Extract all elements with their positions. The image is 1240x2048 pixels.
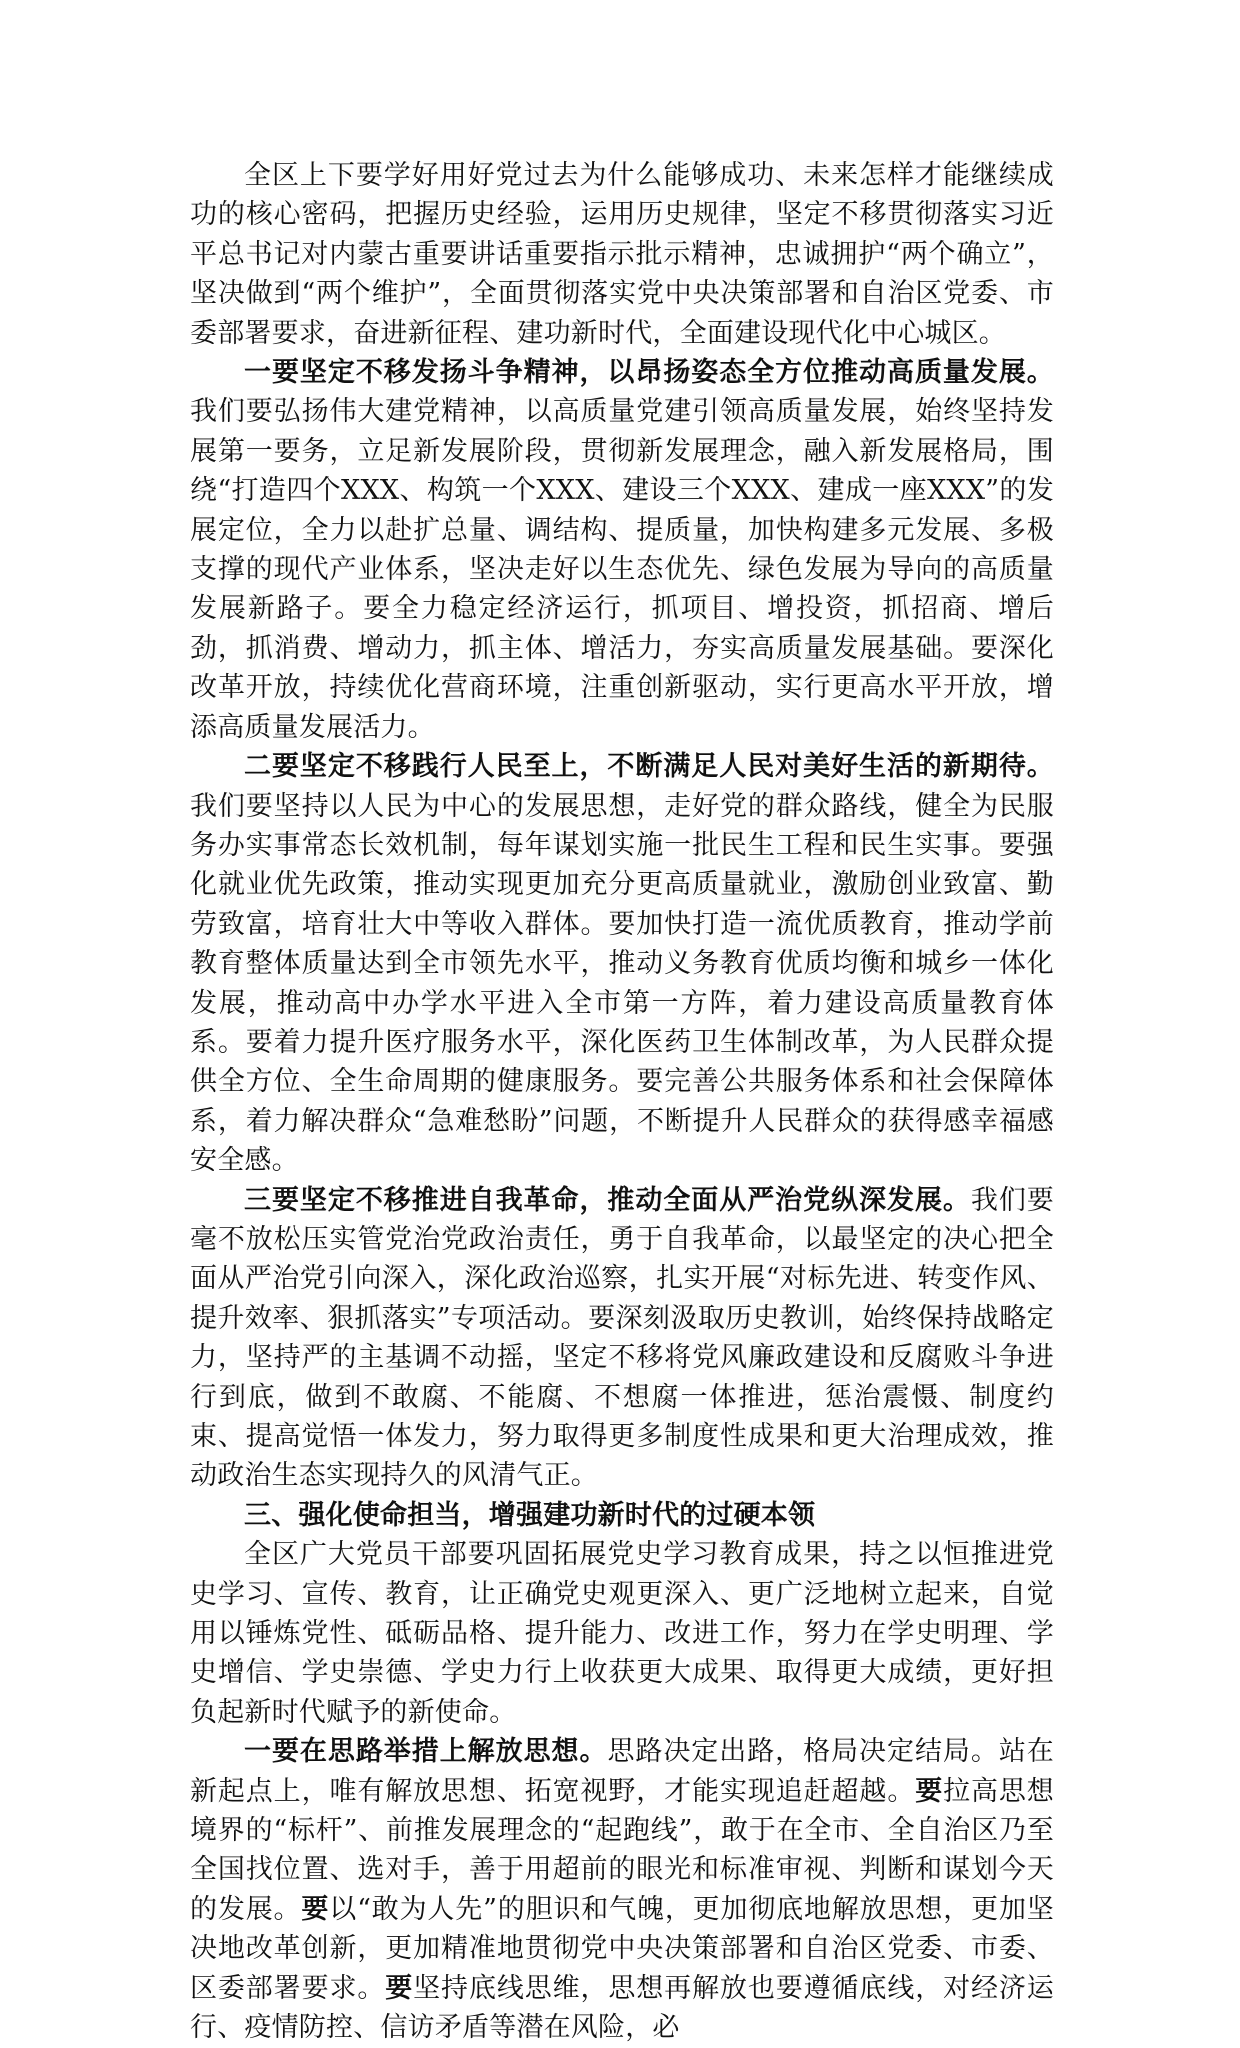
paragraph-text: 全区广大党员干部要巩固拓展党史学习教育成果，持之以恒推进党史学习、宣传、教育，让正确党史观更深入、更广泛地树立起来，自觉用以锤炼党性、砥砺品格、提升能力、改进工作，努力在学史明理、学史增信、学史崇德、学史力行上收获更大成果、取得更大成绩，更好担负起新时代赋予的新使命。 [190,1539,1054,1728]
section-heading-text: 三、强化使命担当，增强建功新时代的过硬本领 [244,1499,816,1531]
paragraph-text: 我们要坚持以人民为中心的发展思想，走好党的群众路线，健全为民服务办实事常态长效机制，每年谋划实施一批民生工程和民生实事。要强化就业优先政策，推动实现更加充分更高质量就业，激励创业致富、勤劳致富，培育壮大中等收入群体。要加快打造一流优质教育，推动学前教育整体质量达到全市领先水平，推动义务教育优质均衡和城乡一体化发展，推动高中办学水平进入全市第一方阵，着力建设高质量教育体系。要着力提升医疗服务水平，深化医药卫生体制改革，为人民群众提供全方位、全生命周期的健康服务。要完善公共服务体系和社会保障体系，着力解决群众“急难愁盼”问题，不断提升人民群众的获得感幸福感安全感。 [190,790,1054,1177]
paragraph-text: 我们要毫不放松压实管党治党政治责任，勇于自我革命，以最坚定的决心把全面从严治党引向深入，深化政治巡察，扎实开展“对标先进、转变作风、提升效率、狠抓落实”专项活动。要深刻汲取历史教训，始终保持战略定力，坚持严的主基调不动摇，坚定不移将党风廉政建设和反腐败斗争进行到底，做到不敢腐、不能腐、不想腐一体推进，惩治震慑、制度约束、提高觉悟一体发力，努力取得更多制度性成果和更大治理成效，推动政治生态实现持久的风清气正。 [190,1184,1054,1492]
paragraph-lead: 一要在思路举措上解放思想。 [244,1736,608,1768]
paragraph-lead: 三要坚定不移推进自我革命，推动全面从严治党纵深发展。 [244,1184,971,1216]
paragraph-text: 坚持底线思维，思想再解放也要遵循底线，对经济运行、疫情防控、信访矛盾等潜在风险，必 [190,1972,1054,2044]
emphasis-keyword: 要 [301,1893,330,1925]
paragraph-text: 以“敢为人先”的胆识和气魄，更加彻底地解放思想，更加坚决地改革创新，更加精准地贯彻党中央决策部署和自治区党委、市委、区委部署要求。 [190,1893,1055,2004]
paragraph-lead: 一要坚定不移发扬斗争精神，以昂扬姿态全方位推动高质量发展。 [244,357,1054,389]
paragraph-text: 拉高思想境界的“标杆”、前推发展理念的“起跑线”，敢于在全市、全自治区乃至全国找位置、选对手，善于用超前的眼光和标准审视、判断和谋划今天的发展。 [190,1775,1055,1925]
document-body [190,156,1054,2048]
paragraph-lead: 二要坚定不移践行人民至上，不断满足人民对美好生活的新期待。 [244,751,1054,783]
section-heading [190,1496,1054,1535]
paragraph-text: 我们要弘扬伟大建党精神，以高质量党建引领高质量发展，始终坚持发展第一要务，立足新发展阶段，贯彻新发展理念，融入新发展格局，围绕“打造四个XXX、构筑一个XXX、建设三个XXX、建成一座XXX”的发展定位，全力以赴扩总量、调结构、提质量，加快构建多元发展、多极支撑的现代产业体系，坚决走好以生态优先、绿色发展为导向的高质量发展新路子。要全力稳定经济运行，抓项目、增投资，抓招商、增后劲，抓消费、增动力，抓主体、增活力，夯实高质量发展基础。要深化改革开放，持续优化营商环境，注重创新驱动，实行更高水平开放，增添高质量发展活力。 [190,396,1054,743]
emphasis-keyword: 要 [385,1972,414,2004]
paragraph-text: 全区上下要学好用好党过去为什么能够成功、未来怎样才能继续成功的核心密码，把握历史经验，运用历史规律，坚定不移贯彻落实习近平总书记对内蒙古重要讲话重要指示批示精神，忠诚拥护“两个确立”，坚决做到“两个维护”，全面贯彻落实党中央决策部署和自治区党委、市委部署要求，奋进新征程、建功新时代，全面建设现代化中心城区。 [190,160,1054,349]
emphasis-keyword: 要 [915,1775,944,1807]
paragraph-point-1 [190,353,1054,747]
paragraph-text: 思路决定出路，格局决定结局。站在新起点上，唯有解放思想、拓宽视野，才能实现追赶超越。 [190,1736,1054,1807]
paragraph-point-3 [190,1181,1054,1496]
paragraph-subpoint-1 [190,1732,1054,2047]
paragraph-point-2 [190,747,1054,1180]
paragraph-section-intro [190,1535,1054,1732]
paragraph-intro [190,156,1054,353]
